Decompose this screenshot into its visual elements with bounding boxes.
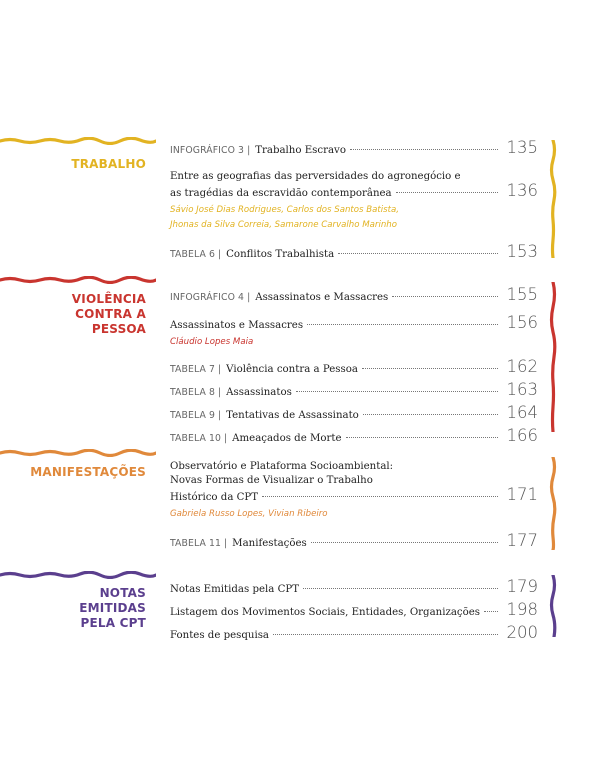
section-title — [79, 586, 146, 631]
entry-title: Assassinatos e Massacres — [170, 320, 304, 331]
dot-leader — [392, 296, 498, 297]
entry-title-line: Entre as geografias das perversidades do agronegócio e — [170, 171, 461, 182]
toc-entries — [170, 285, 538, 446]
dot-leader — [262, 496, 498, 497]
entry-title: Notas Emitidas pela CPT — [170, 584, 300, 595]
entry-title: Violência contra a Pessoa — [226, 364, 358, 375]
section-side-wave — [548, 282, 558, 432]
entry-prefix: TABELA 8 — [170, 387, 215, 398]
section-divider-wave — [0, 571, 156, 579]
toc-entry[interactable] — [170, 313, 538, 350]
entry-page-number: 156 — [506, 313, 538, 332]
dot-leader — [296, 391, 498, 392]
section-side-wave — [548, 457, 558, 550]
entry-page-number: 162 — [506, 357, 538, 376]
section-title-line: VIOLÊNCIA — [71, 292, 146, 306]
section-title-line: EMITIDAS — [79, 601, 146, 615]
dot-leader — [346, 437, 498, 438]
entry-separator: | — [218, 249, 222, 260]
entry-page-number: 136 — [506, 181, 538, 200]
dot-leader — [362, 368, 498, 369]
entry-title: Assassinatos — [226, 387, 292, 398]
entry-title: Listagem dos Movimentos Sociais, Entidades, Organizações — [170, 607, 480, 618]
entry-prefix: TABELA 10 — [170, 433, 222, 444]
toc-entry[interactable] — [170, 380, 538, 400]
entry-title-line: Observatório e Plataforma Socioambiental: — [170, 461, 394, 472]
toc-entry[interactable] — [170, 403, 538, 423]
entry-page-number: 200 — [506, 623, 538, 642]
section-title-line: PELA CPT — [80, 616, 146, 630]
entry-prefix: TABELA 6 — [170, 249, 215, 260]
entry-title: Assassinatos e Massacres — [255, 292, 389, 303]
entry-prefix: INFOGRÁFICO 3 — [170, 145, 245, 156]
entry-page-number: 135 — [506, 138, 538, 157]
entry-page-number: 163 — [506, 380, 538, 399]
dot-leader — [338, 253, 498, 254]
entry-prefix: INFOGRÁFICO 4 — [170, 292, 245, 303]
entry-title-line: as tragédias da escravidão contemporânea — [170, 188, 392, 199]
dot-leader — [303, 588, 498, 589]
entry-separator: | — [247, 292, 251, 303]
entry-page-number: 171 — [506, 485, 538, 504]
author-line: Gabriela Russo Lopes, Vivian Ribeiro — [170, 509, 328, 519]
entry-title: Manifestações — [232, 538, 307, 549]
entry-separator: | — [218, 364, 222, 375]
entry-title-line: Novas Formas de Visualizar o Trabalho — [170, 475, 373, 486]
entry-page-number: 166 — [506, 426, 538, 445]
toc-entry[interactable] — [170, 357, 538, 377]
entry-title: Ameaçados de Morte — [232, 433, 342, 444]
author-line: Cláudio Lopes Maia — [170, 337, 254, 347]
toc-entry[interactable] — [170, 600, 538, 620]
section-divider-wave — [0, 449, 156, 457]
entry-separator: | — [247, 145, 251, 156]
entry-prefix: TABELA 11 — [170, 538, 222, 549]
entry-page-number: 177 — [506, 531, 538, 550]
entry-title: Fontes de pesquisa — [170, 630, 270, 641]
section-title-line: MANIFESTAÇÕES — [30, 465, 146, 479]
entry-page-number: 198 — [506, 600, 538, 619]
dot-leader — [307, 324, 498, 325]
section-divider-wave — [0, 276, 156, 284]
toc-entries — [170, 460, 538, 551]
toc-entries — [170, 138, 538, 262]
section-title-line: TRABALHO — [71, 157, 146, 171]
toc-entry[interactable] — [170, 577, 538, 597]
entry-page-number: 164 — [506, 403, 538, 422]
entry-title: Trabalho Escravo — [255, 145, 346, 156]
entry-authors — [170, 203, 538, 233]
toc-entry[interactable] — [170, 138, 538, 158]
author-line: Sávio José Dias Rodrigues, Carlos dos Santos Batista, — [170, 205, 400, 215]
entry-authors — [170, 507, 538, 522]
section-title-line: NOTAS — [99, 586, 146, 600]
section-title — [30, 465, 146, 480]
dot-leader — [311, 542, 498, 543]
section-divider-wave — [0, 137, 156, 145]
dot-leader — [350, 149, 498, 150]
entry-page-number: 179 — [506, 577, 538, 596]
section-title-line: PESSOA — [91, 322, 146, 336]
section-title — [71, 157, 146, 172]
toc-entry[interactable] — [170, 426, 538, 446]
entry-authors — [170, 335, 538, 350]
entry-title-line: Histórico da CPT — [170, 492, 259, 503]
toc-entry[interactable] — [170, 285, 538, 305]
author-line: Jhonas da Silva Correia, Samarone Carvalho Marinho — [170, 220, 398, 230]
entry-page-number: 153 — [506, 242, 538, 261]
dot-leader — [484, 611, 498, 612]
entry-separator: | — [224, 433, 228, 444]
section-title — [72, 292, 146, 337]
toc-entry[interactable] — [170, 531, 538, 551]
toc-entry[interactable] — [170, 242, 538, 262]
dot-leader — [363, 414, 498, 415]
dot-leader — [273, 634, 498, 635]
entry-separator: | — [218, 387, 222, 398]
entry-page-number: 155 — [506, 285, 538, 304]
toc-entries — [170, 577, 538, 643]
section-title-line: CONTRA A — [75, 307, 146, 321]
toc-entry[interactable] — [170, 623, 538, 643]
dot-leader — [396, 192, 498, 193]
toc-entry[interactable] — [170, 170, 538, 233]
entry-title: Tentativas de Assassinato — [226, 410, 359, 421]
entry-prefix: TABELA 7 — [170, 364, 215, 375]
section-side-wave — [548, 140, 558, 258]
entry-separator: | — [224, 538, 228, 549]
entry-prefix: TABELA 9 — [170, 410, 215, 421]
entry-separator: | — [218, 410, 222, 421]
section-side-wave — [548, 575, 558, 637]
toc-entry[interactable] — [170, 460, 538, 522]
entry-title: Conflitos Trabalhista — [226, 249, 335, 260]
